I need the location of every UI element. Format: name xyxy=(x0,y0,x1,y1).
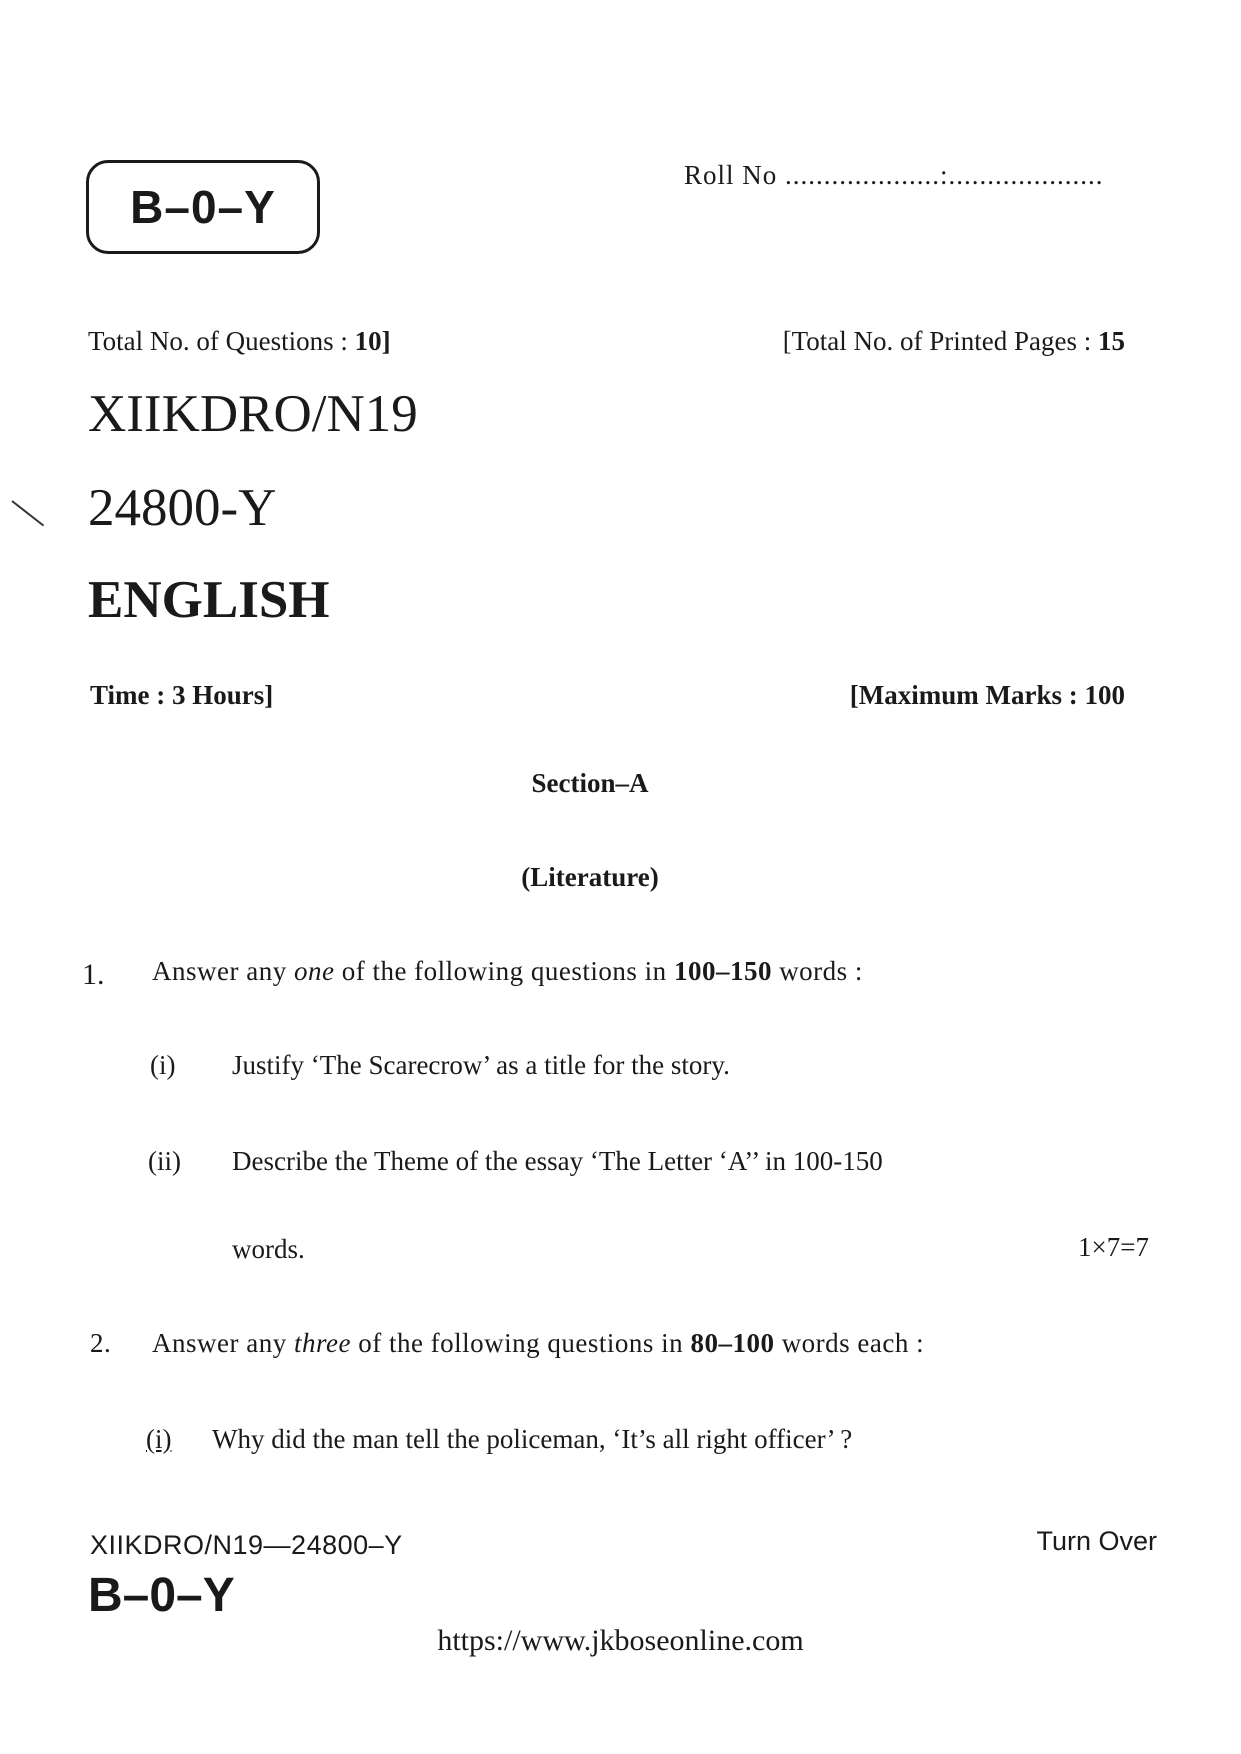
q2-bold: 80–100 xyxy=(690,1328,775,1358)
maximum-marks: [Maximum Marks : 100 xyxy=(849,680,1125,710)
paper-number: 24800-Y xyxy=(88,479,277,537)
paper-code: XIIKDRO/N19 xyxy=(88,385,418,443)
roll-number-field xyxy=(684,160,1104,191)
question-1-number: 1. xyxy=(82,958,105,991)
q2-part-i-text: Why did the man tell the policeman, ‘It’s all right officer’ ? xyxy=(212,1424,853,1454)
q1-part-ii-continuation: words. xyxy=(232,1234,305,1264)
q1-marks: 1×7=7 xyxy=(1078,1232,1149,1262)
total-questions-label: Total No. of Questions : xyxy=(88,326,355,356)
question-2-text xyxy=(152,1328,924,1359)
section-heading: Section–A xyxy=(531,768,649,798)
total-questions xyxy=(88,326,391,357)
section-subtitle: (Literature) xyxy=(521,862,659,892)
q2-part-i-label: (i) xyxy=(146,1424,172,1454)
q1-part-ii-text: Describe the Theme of the essay ‘The Letter ‘A’’ in 100-150 xyxy=(232,1146,883,1176)
pen-mark xyxy=(11,500,44,526)
q1-emph: one xyxy=(293,956,335,986)
paper-code-box-text: B–0–Y xyxy=(130,181,276,233)
q1-pre: Answer any xyxy=(152,956,294,986)
q1-part-ii-label: (ii) xyxy=(148,1146,181,1176)
total-pages xyxy=(783,326,1125,357)
footer-code-large: B–0–Y xyxy=(88,1569,235,1622)
q1-part-i-label: (i) xyxy=(150,1050,176,1080)
paper-code-box xyxy=(86,160,320,254)
question-2-number: 2. xyxy=(90,1328,112,1358)
roll-label: Roll No xyxy=(684,160,778,190)
turn-over: Turn Over xyxy=(1036,1526,1157,1556)
q1-bold: 100–150 xyxy=(673,956,772,986)
q2-mid: of the following questions in xyxy=(350,1328,691,1358)
q1-post: words : xyxy=(771,956,863,986)
question-1-text xyxy=(152,956,863,987)
q1-part-i-text: Justify ‘The Scarecrow’ as a title for the story. xyxy=(232,1050,730,1080)
footer-paper-code: XIIKDRO/N19—24800–Y xyxy=(90,1530,403,1560)
q2-post: words each : xyxy=(774,1328,925,1358)
subject-title: ENGLISH xyxy=(88,571,330,629)
total-questions-value: 10] xyxy=(354,326,391,356)
roll-dots: ....................:.................... xyxy=(785,160,1104,190)
total-pages-label: [Total No. of Printed Pages : xyxy=(782,326,1098,356)
q2-emph: three xyxy=(293,1328,351,1358)
time-allowed: Time : 3 Hours] xyxy=(90,680,274,710)
q1-mid: of the following questions in xyxy=(334,956,674,986)
source-url[interactable]: https://www.jkboseonline.com xyxy=(437,1624,804,1657)
q2-pre: Answer any xyxy=(152,1328,294,1358)
total-pages-value: 15 xyxy=(1098,326,1125,356)
